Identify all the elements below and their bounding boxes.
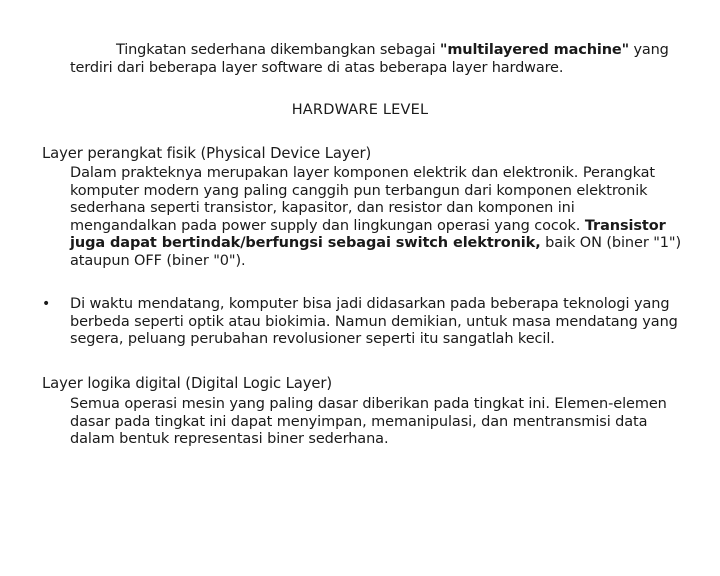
- bullet-text: Di waktu mendatang, komputer bisa jadi didasarkan pada beberapa teknologi yang berbeda seperti optik atau biokimia. Namun demikian, untuk masa mendatang yang segera, peluang perubahan revolusioner seperti itu sangatlah kecil.: [70, 296, 678, 347]
- physical-layer-title: Layer perangkat fisik (Physical Device Layer): [42, 145, 372, 162]
- physical-paragraph-before: Dalam prakteknya merupakan layer komponen elektrik dan elektronik. Perangkat komputer modern yang paling canggih pun terbangun dari komponen elektronik sederhana seperti transistor, kapasitor, dan resistor dan komponen ini mengandalkan pada power supply dan lingkungan operasi yang cocok.: [70, 165, 656, 234]
- physical-layer-paragraph: [70, 165, 685, 270]
- digital-layer-title: Layer logika digital (Digital Logic Layer): [42, 375, 333, 392]
- digital-layer-paragraph: Semua operasi mesin yang paling dasar diberikan pada tingkat ini. Elemen-elemen dasar pada tingkat ini dapat menyimpan, memanipulasi, dan mentransmisi data dalam bentuk representasi biner sederhana.: [70, 396, 667, 447]
- physical-paragraph-after: baik ON (biner "1") ataupun OFF (biner "0").: [70, 235, 682, 269]
- section-heading: HARDWARE LEVEL: [291, 102, 429, 118]
- physical-paragraph-bold: Transistor juga dapat bertindak/berfungsi sebagai switch elektronik,: [70, 217, 666, 251]
- intro-text-after: yang terdiri dari beberapa layer software di atas beberapa layer hardware.: [70, 42, 669, 76]
- intro-emphasis: "multilayered machine": [439, 42, 629, 58]
- intro-paragraph: [70, 41, 680, 77]
- intro-text-before: Tingkatan sederhana dikembangkan sebagai: [116, 42, 440, 58]
- bullet-marker: •: [42, 296, 51, 312]
